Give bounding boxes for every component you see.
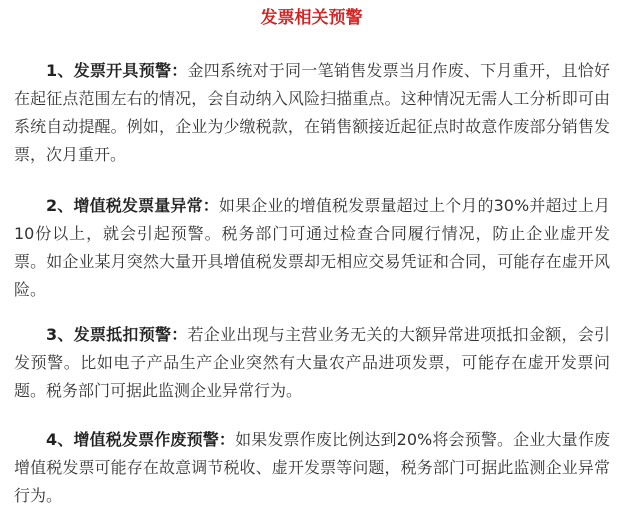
section-heading: 4、增值税发票作废预警： (46, 430, 236, 449)
section-heading: 1、发票开具预警： (46, 61, 188, 80)
section-vat-invoice-void-warning (14, 426, 610, 510)
section-body: 若企业出现与主营业务无关的大额异常进项抵扣金额，会引发预警。比如电子产品生产企业突然有大量农产品进项发票，可能存在虚开发票问题。税务部门可据此监测企业异常行为。 (14, 325, 610, 400)
article-title: 发票相关预警 (260, 8, 363, 28)
section-heading: 3、发票抵扣预警： (46, 325, 188, 344)
section-body: 如果企业的增值税发票量超过上个月的30%并超过上月10份以上，就会引起预警。税务部门可通过检查合同履行情况，防止企业虚开发票。如企业某月突然大量开具增值税发票却无相应交易凭证和合同，可能存在虚开风险。 (14, 196, 610, 299)
section-vat-invoice-volume-anomaly (14, 192, 610, 304)
section-body: 如果发票作废比例达到20%将会预警。企业大量作废增值税发票可能存在故意调节税收、虚开发票等问题，税务部门可据此监测企业异常行为。 (14, 430, 610, 505)
section-heading: 2、增值税发票量异常： (46, 196, 219, 215)
section-body: 金四系统对于同一笔销售发票当月作废、下月重开，且恰好在起征点范围左右的情况，会自动纳入风险扫描重点。这种情况无需人工分析即可由系统自动提醒。例如，企业为少缴税款，在销售额接近起征点时故意作废部分销售发票，次月重开。 (14, 61, 610, 164)
section-invoice-deduction-warning (14, 321, 610, 405)
section-invoice-issuance-warning (14, 57, 610, 169)
